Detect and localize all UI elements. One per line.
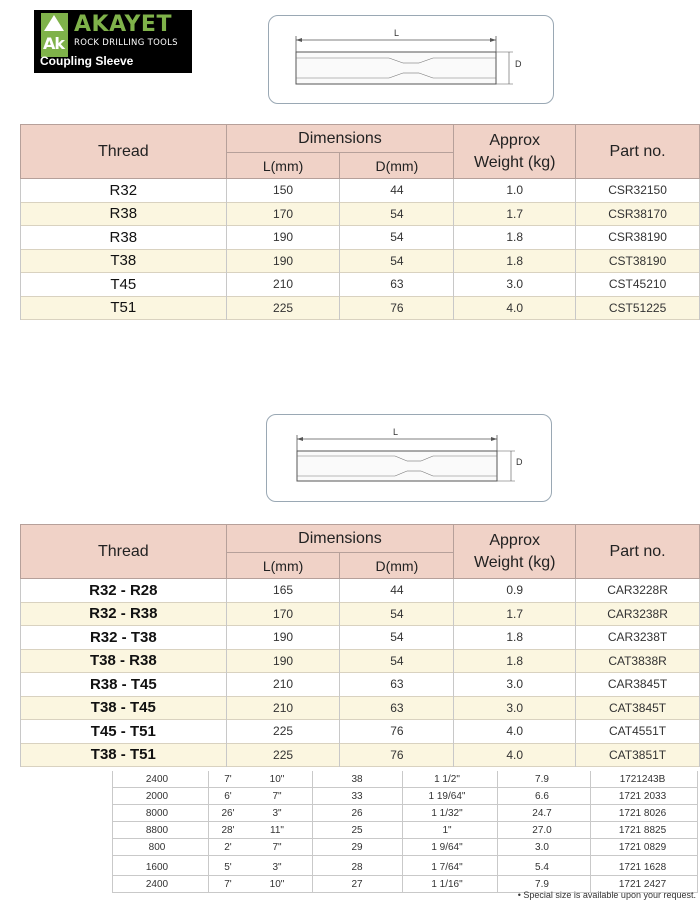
diameter-cell: 54 bbox=[340, 626, 454, 650]
diameter-cell: 63 bbox=[340, 673, 454, 697]
diameter-cell: 76 bbox=[340, 296, 454, 320]
diameter-header: D(mm) bbox=[340, 553, 454, 579]
table-row bbox=[21, 602, 700, 626]
lower-cell: 1721 2427 bbox=[618, 879, 667, 890]
brand-name: AKAYET bbox=[74, 12, 172, 37]
table-row bbox=[21, 202, 700, 226]
part-cell: CAT3845T bbox=[576, 696, 700, 720]
diameter-cell: 76 bbox=[340, 720, 454, 744]
diameter-cell: 44 bbox=[340, 579, 454, 603]
diameter-cell: 54 bbox=[340, 649, 454, 673]
lower-table-row bbox=[112, 839, 698, 856]
lower-table-row bbox=[112, 859, 698, 876]
table-row bbox=[21, 226, 700, 250]
weight-cell: 4.0 bbox=[454, 296, 576, 320]
part-cell: CAR3845T bbox=[576, 673, 700, 697]
footnote: • Special size is available upon your request. bbox=[517, 890, 696, 900]
lower-table-row bbox=[112, 805, 698, 822]
length-cell: 190 bbox=[226, 226, 340, 250]
table-row bbox=[21, 720, 700, 744]
part-cell: CST45210 bbox=[576, 273, 700, 297]
lower-table-row bbox=[112, 822, 698, 839]
weight-cell: 3.0 bbox=[454, 273, 576, 297]
length-cell: 165 bbox=[226, 579, 340, 603]
table-divider bbox=[208, 771, 209, 893]
lower-cell: 1600 bbox=[145, 862, 169, 873]
lower-cell: 2' bbox=[224, 842, 232, 853]
lower-cell: 1 19/64" bbox=[428, 791, 466, 802]
part-cell: CSR32150 bbox=[576, 179, 700, 203]
thread-cell: R38 - T45 bbox=[21, 673, 227, 697]
lower-cell: 3" bbox=[272, 808, 282, 819]
length-cell: 150 bbox=[226, 179, 340, 203]
part-cell: CSR38170 bbox=[576, 202, 700, 226]
lower-cell: 7" bbox=[272, 842, 282, 853]
length-cell: 210 bbox=[226, 673, 340, 697]
lower-table-row bbox=[112, 788, 698, 805]
lower-cell: 1721 8026 bbox=[618, 808, 667, 819]
lower-cell: 5' bbox=[224, 862, 232, 873]
lower-cell: 29 bbox=[351, 842, 363, 853]
table-divider bbox=[590, 771, 591, 893]
lower-cell: 24.7 bbox=[532, 808, 552, 819]
thread-cell: R32 - T38 bbox=[21, 626, 227, 650]
weight-cell: 1.7 bbox=[454, 202, 576, 226]
weight-header: Approx Weight (kg) bbox=[454, 125, 576, 179]
lower-cell: 1 1/32" bbox=[431, 808, 463, 819]
thread-cell: T45 - T51 bbox=[21, 720, 227, 744]
lower-cell: 1721 0829 bbox=[618, 842, 667, 853]
part-cell: CAR3238R bbox=[576, 602, 700, 626]
lower-cell: 6.6 bbox=[535, 791, 549, 802]
spec-table-1 bbox=[20, 124, 700, 320]
thread-cell: R32 - R28 bbox=[21, 579, 227, 603]
thread-cell: R38 bbox=[21, 226, 227, 250]
logo-icon: Ak bbox=[41, 13, 68, 57]
length-cell: 190 bbox=[226, 249, 340, 273]
table-row bbox=[21, 743, 700, 767]
lower-cell: 800 bbox=[148, 842, 166, 853]
product-label: Coupling Sleeve bbox=[40, 54, 134, 68]
lower-cell: 26' bbox=[221, 808, 235, 819]
weight-cell: 1.8 bbox=[454, 226, 576, 250]
dimensions-header: Dimensions bbox=[226, 525, 454, 553]
lower-cell: 1" bbox=[442, 825, 452, 836]
thread-cell: R32 bbox=[21, 179, 227, 203]
diameter-cell: 63 bbox=[340, 273, 454, 297]
weight-cell: 4.0 bbox=[454, 743, 576, 767]
diameter-cell: 54 bbox=[340, 602, 454, 626]
part-cell: CST38190 bbox=[576, 249, 700, 273]
table-divider bbox=[402, 771, 403, 893]
lower-cell: 1 1/16" bbox=[431, 879, 463, 890]
lower-cell: 1721243B bbox=[619, 774, 666, 785]
lower-cell: 10" bbox=[269, 774, 285, 785]
part-cell: CAR3238T bbox=[576, 626, 700, 650]
weight-cell: 1.8 bbox=[454, 249, 576, 273]
part-cell: CAR3228R bbox=[576, 579, 700, 603]
thread-cell: R32 - R38 bbox=[21, 602, 227, 626]
diameter-label: D bbox=[515, 59, 522, 69]
table-row bbox=[21, 579, 700, 603]
dimensions-header: Dimensions bbox=[226, 125, 454, 153]
lower-cell: 1721 2033 bbox=[618, 791, 667, 802]
sleeve-diagram-1 bbox=[268, 15, 554, 104]
thread-cell: T38 bbox=[21, 249, 227, 273]
weight-cell: 1.7 bbox=[454, 602, 576, 626]
lower-cell: 7" bbox=[272, 791, 282, 802]
lower-cell: 2400 bbox=[145, 774, 169, 785]
weight-cell: 0.9 bbox=[454, 579, 576, 603]
weight-cell: 3.0 bbox=[454, 673, 576, 697]
lower-cell: 5.4 bbox=[535, 862, 549, 873]
length-header: L(mm) bbox=[226, 553, 340, 579]
length-cell: 225 bbox=[226, 720, 340, 744]
diameter-label: D bbox=[516, 457, 523, 467]
weight-cell: 1.8 bbox=[454, 626, 576, 650]
thread-cell: T38 - R38 bbox=[21, 649, 227, 673]
lower-cell: 1 1/2" bbox=[434, 774, 460, 785]
part-cell: CAT3851T bbox=[576, 743, 700, 767]
thread-cell: T38 - T51 bbox=[21, 743, 227, 767]
lower-cell: 7' bbox=[224, 879, 232, 890]
weight-cell: 1.8 bbox=[454, 649, 576, 673]
lower-cell: 27.0 bbox=[532, 825, 552, 836]
lower-cell: 1721 8825 bbox=[618, 825, 667, 836]
lower-cell: 7.9 bbox=[535, 879, 549, 890]
lower-cell: 38 bbox=[351, 774, 363, 785]
thread-cell: T45 bbox=[21, 273, 227, 297]
weight-cell: 1.0 bbox=[454, 179, 576, 203]
diameter-cell: 76 bbox=[340, 743, 454, 767]
diameter-header: D(mm) bbox=[340, 153, 454, 179]
brand-logo-block bbox=[34, 10, 192, 73]
table-divider bbox=[697, 771, 698, 893]
table-row bbox=[21, 696, 700, 720]
weight-header: Approx Weight (kg) bbox=[454, 525, 576, 579]
part-cell: CAT3838R bbox=[576, 649, 700, 673]
lower-cell: 1 7/64" bbox=[431, 862, 463, 873]
lower-cell: 6' bbox=[224, 791, 232, 802]
length-cell: 190 bbox=[226, 626, 340, 650]
lower-cell: 3" bbox=[272, 862, 282, 873]
part-header: Part no. bbox=[576, 125, 700, 179]
lower-cell: 11" bbox=[270, 825, 284, 836]
lower-table-row bbox=[112, 771, 698, 788]
diameter-cell: 54 bbox=[340, 249, 454, 273]
thread-header: Thread bbox=[21, 125, 227, 179]
table-row bbox=[21, 179, 700, 203]
lower-cell: 27 bbox=[351, 879, 363, 890]
sleeve-diagram-2 bbox=[266, 414, 552, 502]
brand-tagline: ROCK DRILLING TOOLS bbox=[74, 38, 178, 48]
weight-cell: 3.0 bbox=[454, 696, 576, 720]
length-label: L bbox=[394, 28, 400, 38]
thread-cell: T51 bbox=[21, 296, 227, 320]
table-row bbox=[21, 673, 700, 697]
lower-cell: 1721 1628 bbox=[618, 862, 667, 873]
lower-cell: 7.9 bbox=[535, 774, 549, 785]
part-cell: CSR38190 bbox=[576, 226, 700, 250]
table-divider bbox=[112, 771, 113, 893]
diameter-cell: 44 bbox=[340, 179, 454, 203]
length-label: L bbox=[393, 427, 399, 437]
lower-cell: 2000 bbox=[145, 791, 169, 802]
spec-table-2 bbox=[20, 524, 700, 767]
length-cell: 190 bbox=[226, 649, 340, 673]
part-cell: CST51225 bbox=[576, 296, 700, 320]
lower-cell: 10" bbox=[269, 879, 285, 890]
diameter-cell: 63 bbox=[340, 696, 454, 720]
lower-cell: 28' bbox=[221, 825, 235, 836]
length-cell: 170 bbox=[226, 602, 340, 626]
diameter-cell: 54 bbox=[340, 226, 454, 250]
lower-cell: 8800 bbox=[145, 825, 169, 836]
length-cell: 170 bbox=[226, 202, 340, 226]
lower-cell: 26 bbox=[351, 808, 363, 819]
lower-cell: 7' bbox=[224, 774, 232, 785]
weight-cell: 4.0 bbox=[454, 720, 576, 744]
length-cell: 225 bbox=[226, 296, 340, 320]
table-row bbox=[21, 626, 700, 650]
length-header: L(mm) bbox=[226, 153, 340, 179]
lower-cell: 33 bbox=[351, 791, 363, 802]
lower-cell: 3.0 bbox=[535, 842, 549, 853]
thread-cell: R38 bbox=[21, 202, 227, 226]
lower-cell: 8000 bbox=[145, 808, 169, 819]
lower-cell: 1 9/64" bbox=[431, 842, 463, 853]
table-divider bbox=[497, 771, 498, 893]
table-row bbox=[21, 649, 700, 673]
table-row bbox=[21, 296, 700, 320]
length-cell: 225 bbox=[226, 743, 340, 767]
thread-cell: T38 - T45 bbox=[21, 696, 227, 720]
length-cell: 210 bbox=[226, 273, 340, 297]
lower-cell: 25 bbox=[351, 825, 363, 836]
table-divider bbox=[312, 771, 313, 893]
lower-cell: 28 bbox=[351, 862, 363, 873]
table-row bbox=[21, 249, 700, 273]
thread-header: Thread bbox=[21, 525, 227, 579]
lower-cell: 2400 bbox=[145, 879, 169, 890]
part-cell: CAT4551T bbox=[576, 720, 700, 744]
part-header: Part no. bbox=[576, 525, 700, 579]
length-cell: 210 bbox=[226, 696, 340, 720]
diameter-cell: 54 bbox=[340, 202, 454, 226]
table-row bbox=[21, 273, 700, 297]
